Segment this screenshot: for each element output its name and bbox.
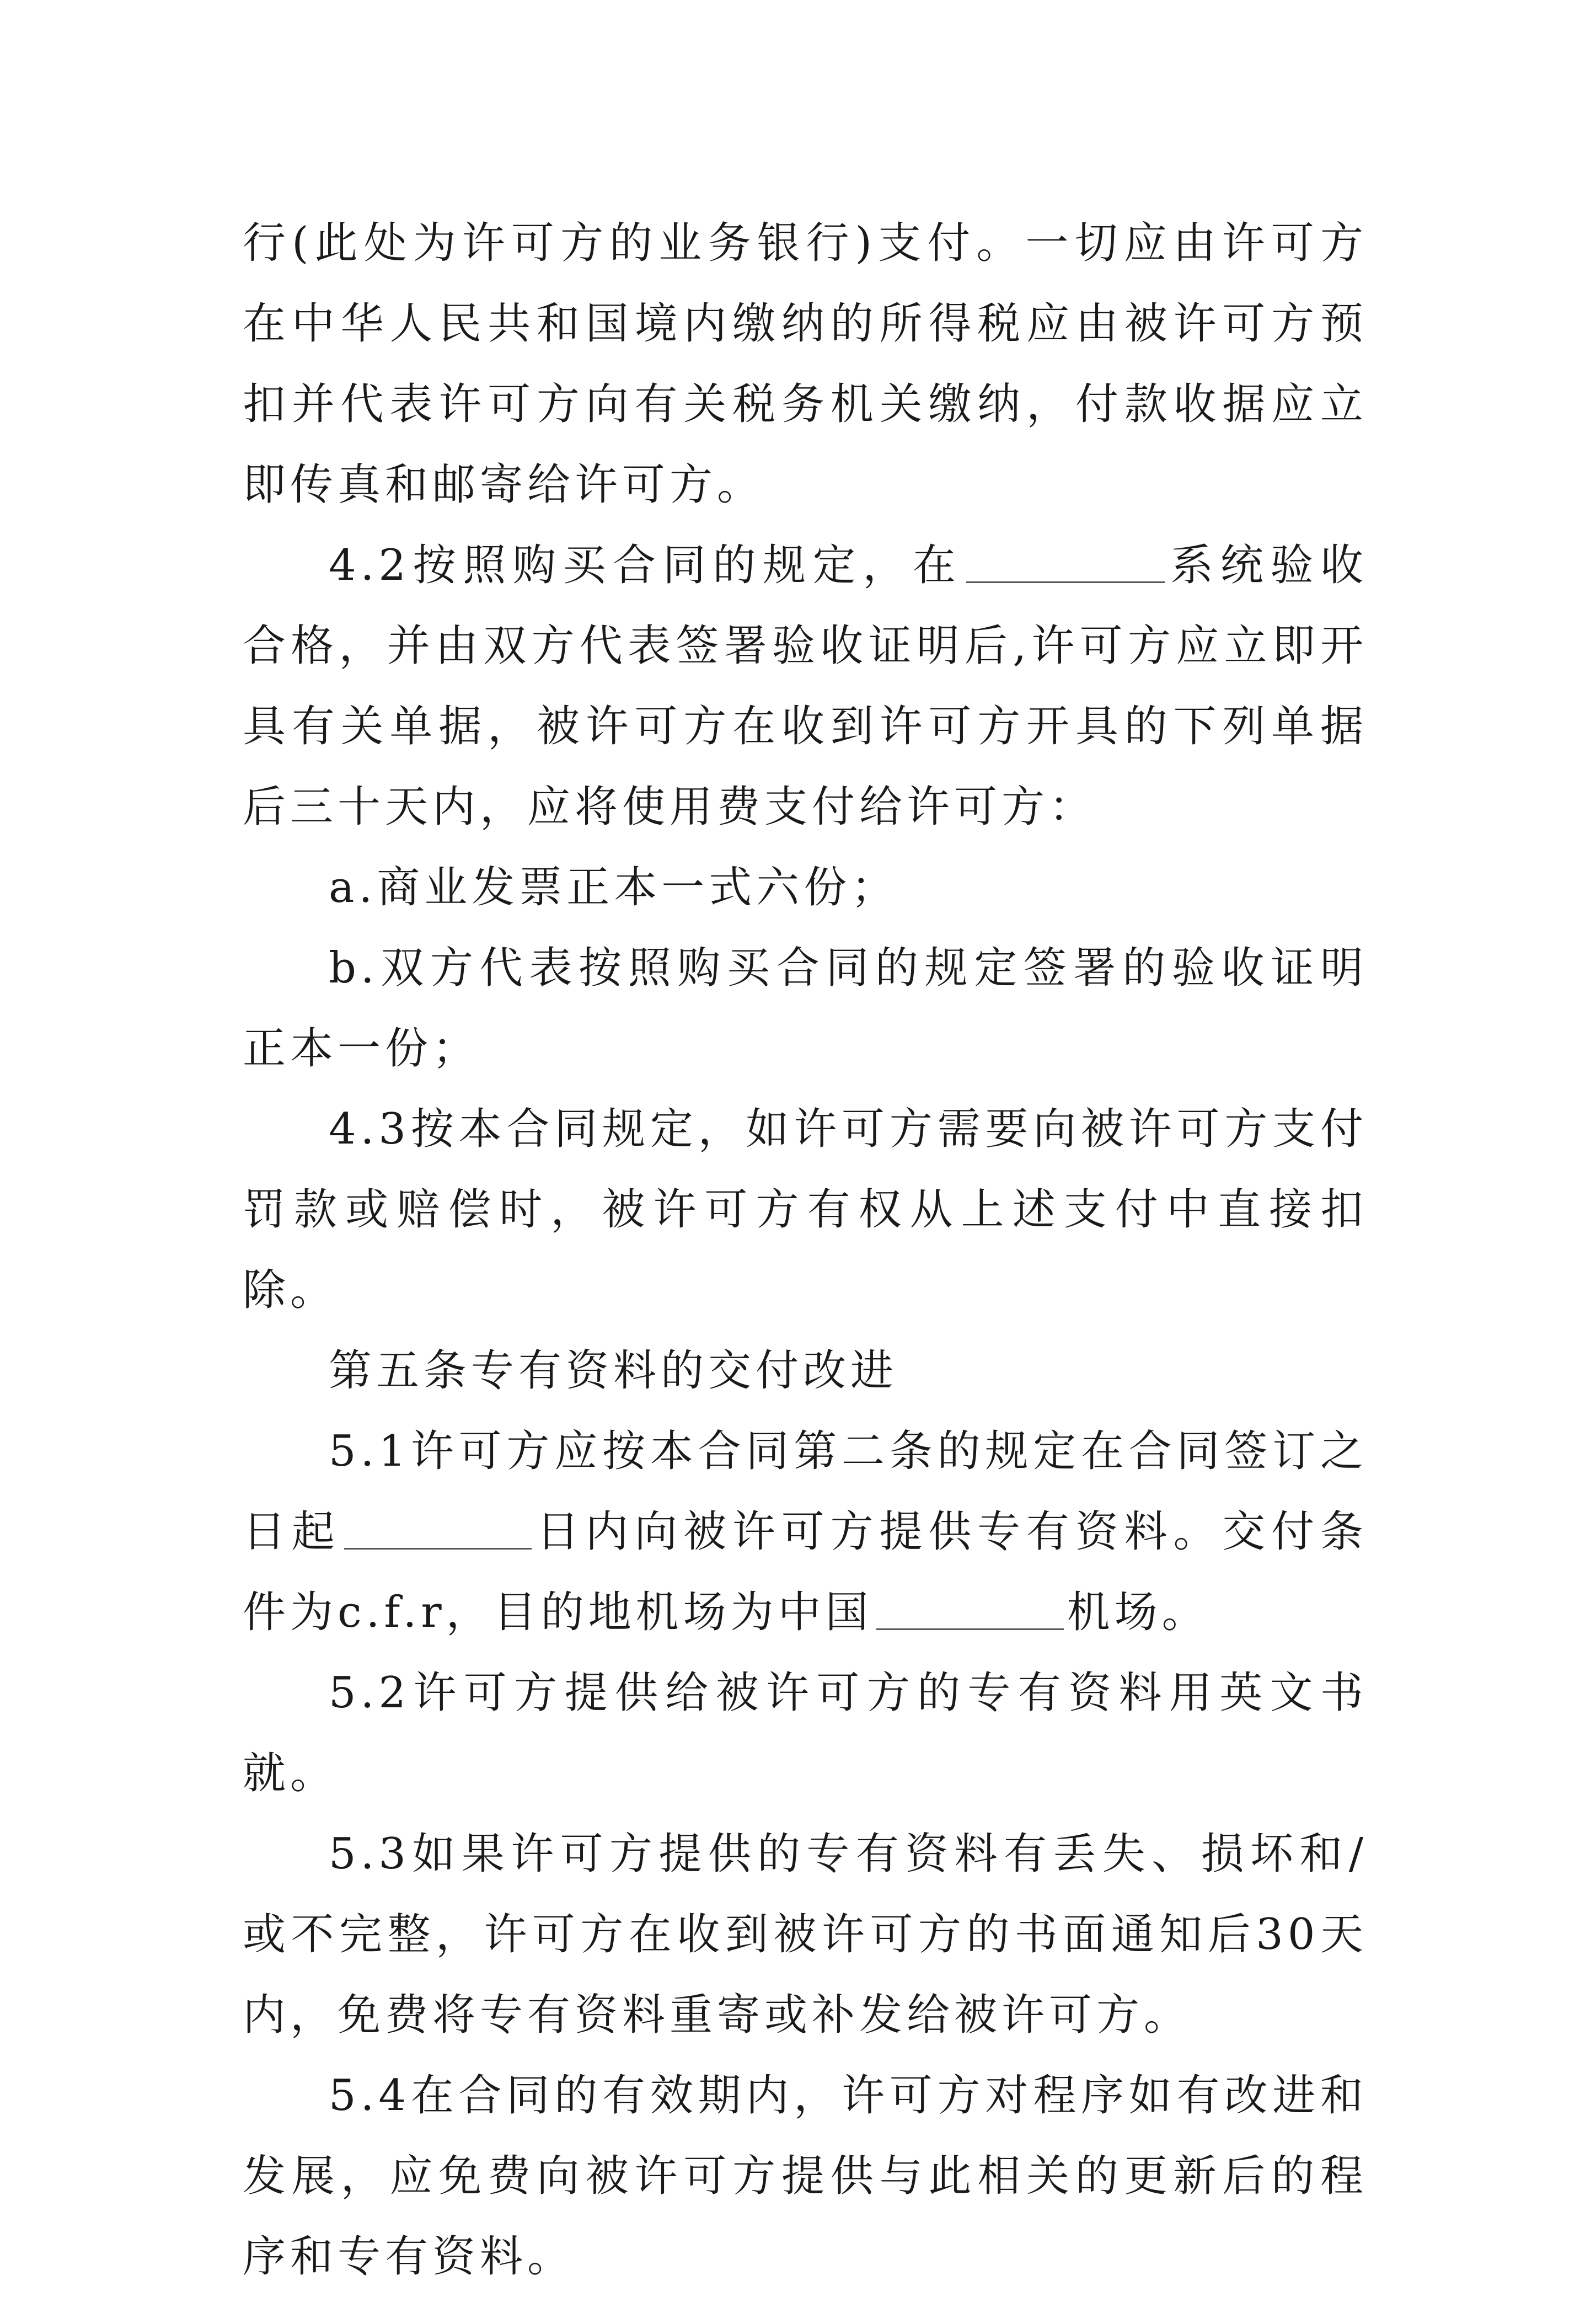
- paragraph-text: 5.4在合同的有效期内，许可方对程序如有改进和发展，应免费向被许可方提供与此相关的更新后的程序和专有资料。: [243, 2071, 1368, 2282]
- paragraph-text: 4.3按本合同规定，如许可方需要向被许可方支付罚款或赔偿时，被许可方有权从上述支付中直接扣除。: [243, 1104, 1368, 1315]
- paragraph-item-a: [243, 847, 1368, 928]
- blank-days: [344, 1505, 532, 1550]
- paragraph-text: 行(此处为许可方的业务银行)支付。一切应由许可方在中华人民共和国境内缴纳的所得税应由被许可方预扣并代表许可方向有关税务机关缴纳，付款收据应立即传真和邮寄给许可方。: [243, 218, 1368, 510]
- document-body: [243, 203, 1368, 2297]
- paragraph-5-3: [243, 1814, 1368, 2055]
- paragraph-5-1: [243, 1411, 1368, 1653]
- paragraph-4-3: [243, 1089, 1368, 1331]
- blank-system-name: [966, 538, 1165, 583]
- paragraph-item-b: [243, 928, 1368, 1089]
- heading-text: 第五条专有资料的交付改进: [329, 1346, 898, 1396]
- paragraph-text: 日内向被许可方提供专有资料。交付条件为c.f.r，目的地机场为中国: [243, 1507, 1368, 1637]
- paragraph-5-4: [243, 2055, 1368, 2297]
- paragraph-text: 系统验收合格，并由双方代表签署验收证明后,许可方应立即开具有关单据，被许可方在收到许可方开具的下列单据后三十天内，应将使用费支付给许可方：: [243, 541, 1368, 832]
- paragraph-text: a.商业发票正本一式六份；: [329, 863, 899, 912]
- paragraph-text: b.双方代表按照购买合同的规定签署的验收证明正本一份；: [243, 943, 1368, 1073]
- paragraph-text: 5.3如果许可方提供的专有资料有丢失、损坏和/或不完整，许可方在收到被许可方的书面通知后30天内，免费将专有资料重寄或补发给被许可方。: [243, 1829, 1368, 2040]
- paragraph-text: 5.2许可方提供给被许可方的专有资料用英文书就。: [243, 1668, 1368, 1798]
- paragraph-text: 5.1许可方应按本合同第二条的规定在合同签订之日起: [243, 1427, 1368, 1557]
- blank-airport: [876, 1585, 1064, 1630]
- paragraph-5-2: [243, 1653, 1368, 1814]
- paragraph-text: 机场。: [1067, 1588, 1209, 1637]
- paragraph-4-2: [243, 525, 1368, 847]
- paragraph-payment-bank: [243, 203, 1368, 525]
- paragraph-text: 4.2按照购买合同的规定，在: [329, 541, 963, 590]
- section-heading-article-5: [243, 1331, 1368, 1411]
